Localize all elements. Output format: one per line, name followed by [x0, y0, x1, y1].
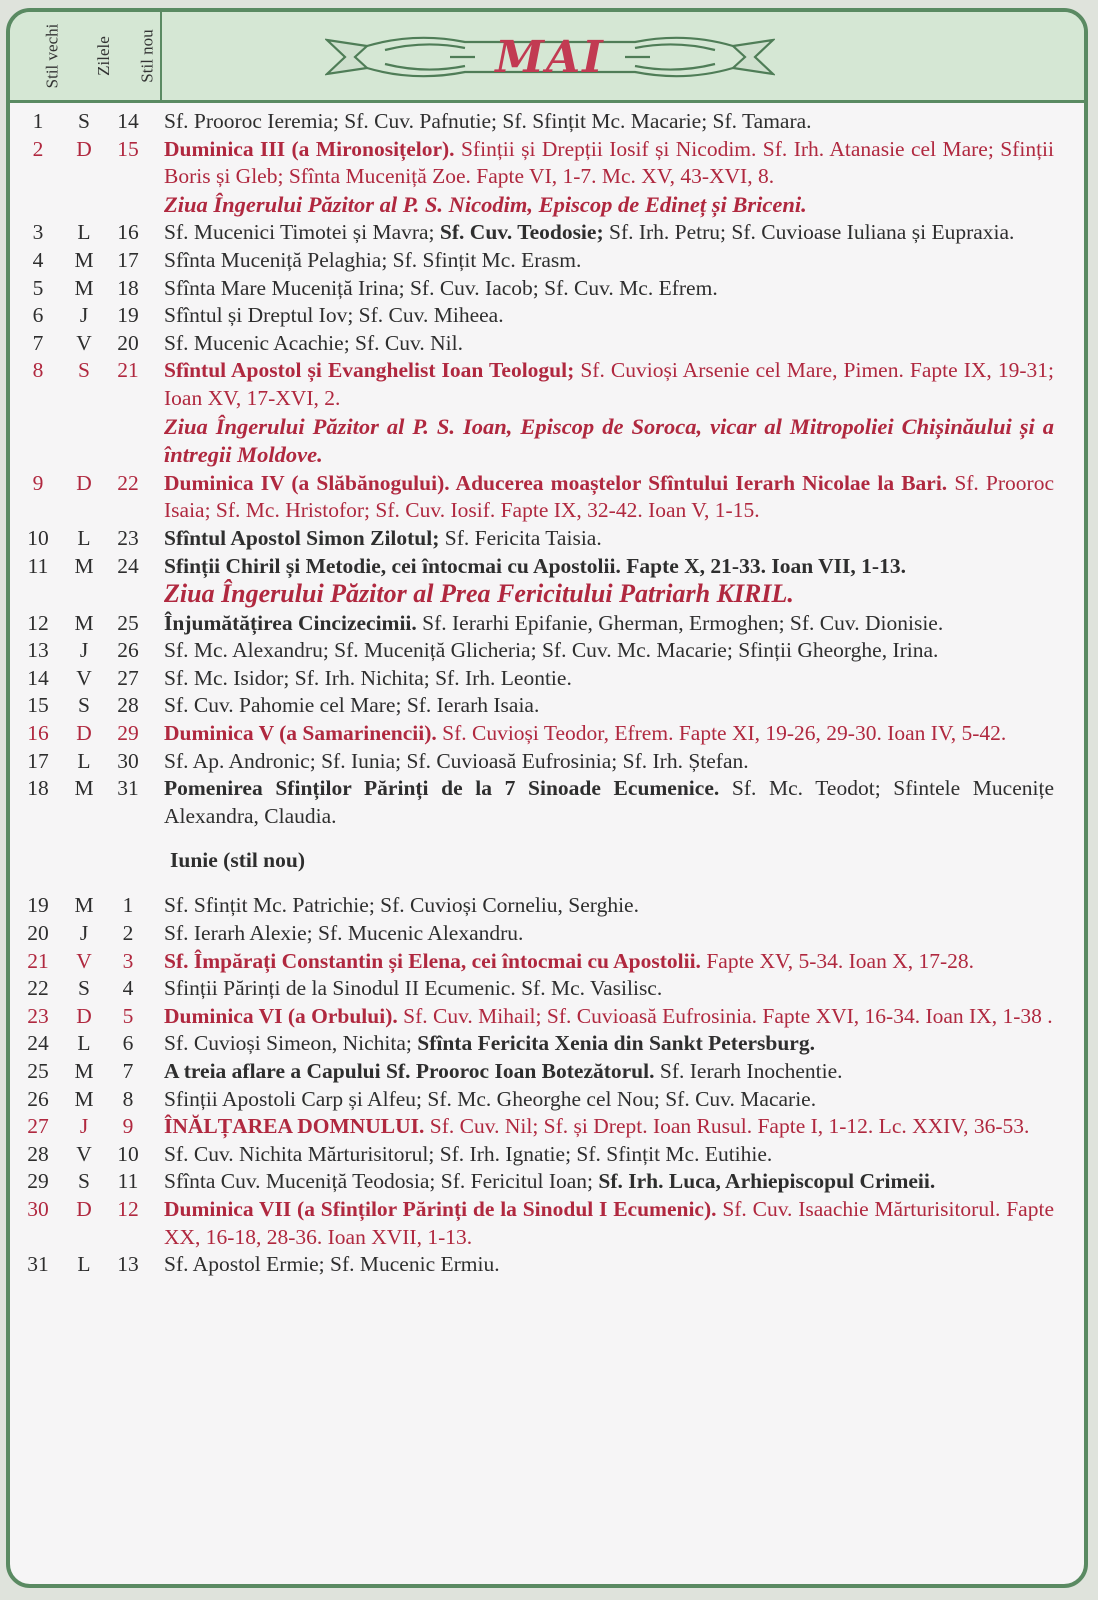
- new-style-date: 2: [122, 921, 134, 946]
- description-segment: Duminica IV (a Slăbănogului). Aducerea moaștelor Sfîntului Ierarh Nicolae la Bari.: [164, 470, 948, 495]
- old-style-date: 23: [27, 1003, 49, 1028]
- weekday-letter: M: [74, 275, 94, 300]
- calendar-row: [10, 1196, 1084, 1251]
- new-style-date: 19: [117, 303, 139, 328]
- new-style-date: 6: [122, 1031, 134, 1056]
- old-style-date: 27: [27, 1114, 49, 1139]
- calendar-row: [10, 580, 1084, 610]
- description-segment: Sfîntul Apostol și Evanghelist Ioan Teologul;: [164, 358, 575, 383]
- new-style-date: 15: [117, 136, 139, 161]
- weekday-letter: J: [79, 1114, 89, 1139]
- old-style-date: 2: [32, 136, 44, 161]
- description-segment: Ziua Îngerului Păzitor al Prea Fericitului Patriarh KIRIL.: [164, 579, 794, 609]
- calendar-row: [10, 748, 1084, 776]
- row-description: [154, 720, 1084, 748]
- old-style-date: 24: [27, 1031, 49, 1056]
- row-description: [154, 692, 1084, 720]
- row-description: [154, 247, 1084, 275]
- month-banner: [325, 26, 775, 88]
- weekday-letter: J: [79, 303, 89, 328]
- weekday-letter: J: [79, 638, 89, 663]
- description-segment: Sf. Cuv. Nichita Mărturisitorul; Sf. Irh. Ignatie; Sf. Sfințit Mc. Eutihie.: [164, 1141, 773, 1166]
- row-description: [154, 1086, 1084, 1114]
- new-style-date: 21: [117, 358, 139, 383]
- weekday-letter: D: [76, 136, 92, 161]
- description-segment: Sf. Mucenici Timotei și Mavra;: [164, 220, 440, 245]
- column-header-days: [84, 12, 124, 100]
- old-style-date: 9: [32, 470, 44, 495]
- new-style-date: 20: [117, 330, 139, 355]
- weekday-letter: S: [78, 358, 90, 383]
- weekday-letter: D: [76, 1003, 92, 1028]
- calendar-row: [10, 413, 1084, 470]
- description-segment: Sfinții și Drepții Iosif și Nicodim. Sf. Irh. Atanasie cel Mare; Sfinții Boris și Gleb; Sfînta Muceniță Zoe. Fapte VI, 1-7. Mc. XV, 43-XVI, 8.: [164, 136, 1054, 189]
- description-segment: Sf. Cuv. Mihail; Sf. Cuvioasă Eufrosinia. Fapte XVI, 16-34. Ioan IX, 1-38 .: [397, 1003, 1053, 1028]
- weekday-letter: D: [76, 470, 92, 495]
- calendar-row: [10, 775, 1084, 830]
- description-segment: Sf. Împărați Constantin și Elena, cei întocmai cu Apostolii.: [164, 948, 701, 973]
- new-style-date: [102, 191, 154, 220]
- row-description: [154, 219, 1084, 247]
- description-segment: Fapte XV, 5-34. Ioan X, 17-28.: [700, 948, 975, 973]
- description-segment: Sf. Ierarh Alexie; Sf. Mucenic Alexandru.: [164, 921, 524, 946]
- row-description: [154, 892, 1084, 920]
- description-segment: A treia aflare a Capului Sf. Prooroc Ioan Botezătorul.: [164, 1059, 655, 1083]
- calendar-row: [10, 247, 1084, 275]
- calendar-row: [10, 275, 1084, 303]
- description-segment: Sf. Mc. Alexandru; Sf. Muceniță Glicheria; Sf. Cuv. Mc. Macarie; Sfinții Gheorghe, Irina.: [164, 638, 939, 663]
- calendar-row: [10, 1168, 1084, 1196]
- calendar-row: [10, 1141, 1084, 1169]
- description-segment: Sfinții Părinți de la Sinodul II Ecumenic. Sf. Mc. Vasilisc.: [164, 976, 663, 1001]
- calendar-row: [10, 1030, 1084, 1058]
- row-description: [154, 775, 1084, 830]
- description-segment: Sf. Mc. Isidor; Sf. Irh. Nichita; Sf. Irh. Leontie.: [164, 665, 572, 690]
- new-style-date: [102, 413, 154, 470]
- calendar-row: [10, 1058, 1084, 1086]
- calendar-row: [10, 302, 1084, 330]
- description-segment: Înjumătățirea Cincizecimii.: [164, 610, 417, 635]
- old-style-date: 26: [27, 1086, 49, 1111]
- row-description: [154, 108, 1084, 136]
- old-style-date: 18: [27, 776, 49, 801]
- calendar-row: [10, 191, 1084, 220]
- section-heading-june: Iunie (stil nou): [170, 848, 306, 873]
- new-style-date: [102, 580, 154, 610]
- new-style-date: 25: [117, 610, 139, 635]
- weekday-letter: M: [74, 553, 94, 578]
- new-style-date: 13: [117, 1252, 139, 1277]
- calendar-row: [10, 553, 1084, 581]
- description-segment: Sf. Ap. Andronic; Sf. Iunia; Sf. Cuvioasă Eufrosinia; Sf. Irh. Ștefan.: [164, 748, 749, 773]
- row-description: [154, 470, 1084, 525]
- description-segment: Ziua Îngerului Păzitor al P. S. Ioan, Episcop de Soroca, vicar al Mitropoliei Chișinăului și a întregii Moldove.: [164, 413, 1054, 468]
- new-style-date: 27: [117, 665, 139, 690]
- description-segment: Sf. Ierarh Inochentie.: [654, 1059, 843, 1083]
- new-style-date: 24: [117, 553, 139, 578]
- old-style-date: 3: [32, 220, 44, 245]
- old-style-date: 7: [32, 330, 44, 355]
- calendar-row: [10, 920, 1084, 948]
- row-description: [154, 413, 1084, 470]
- old-style-date: 11: [27, 553, 49, 578]
- description-segment: Sf. Cuv. Teodosie;: [439, 220, 604, 245]
- old-style-date: 13: [27, 638, 49, 663]
- row-description: [154, 357, 1084, 412]
- new-style-date: 29: [117, 721, 139, 746]
- row-description: [154, 330, 1084, 358]
- new-style-date: 10: [117, 1141, 139, 1166]
- calendar-header: [10, 12, 1084, 103]
- old-style-date: 17: [27, 748, 49, 773]
- calendar-row: [10, 525, 1084, 553]
- row-description: [154, 920, 1084, 948]
- old-style-date: 5: [32, 275, 44, 300]
- weekday-letter: L: [77, 1031, 91, 1056]
- row-description: [154, 1058, 1084, 1086]
- column-header-old-style-label: Stil vechi: [42, 23, 62, 89]
- weekday-letter: M: [74, 1086, 94, 1111]
- description-segment: Pomenirea Sfinților Părinți de la 7 Sinoade Ecumenice.: [164, 776, 720, 801]
- old-style-date: 31: [27, 1252, 49, 1277]
- calendar-row: [10, 1086, 1084, 1114]
- description-segment: Sfîntul și Dreptul Iov; Sf. Cuv. Miheea.: [164, 303, 504, 328]
- weekday-letter: M: [74, 1059, 94, 1083]
- new-style-date: 28: [117, 693, 139, 718]
- old-style-date: 19: [27, 893, 49, 918]
- row-description: [154, 1251, 1084, 1279]
- description-segment: Sf. Mucenic Acachie; Sf. Cuv. Nil.: [164, 330, 463, 355]
- new-style-date: 26: [117, 638, 139, 663]
- new-style-date: 4: [122, 976, 134, 1001]
- old-style-date: 1: [32, 109, 44, 133]
- description-segment: Duminica VI (a Orbului).: [164, 1003, 398, 1028]
- new-style-date: 7: [122, 1059, 134, 1083]
- month-title: MAI: [495, 32, 605, 83]
- description-segment: Sf. Mc. Teodot; Sfintele Mucenițe Alexandra, Claudia.: [164, 776, 1054, 828]
- old-style-date: 4: [32, 247, 44, 272]
- old-style-date: 30: [27, 1196, 49, 1221]
- old-style-date: [10, 580, 66, 610]
- new-style-date: 30: [117, 748, 139, 773]
- new-style-date: 1: [122, 893, 134, 918]
- old-style-date: 25: [27, 1059, 49, 1083]
- calendar-row: [10, 108, 1084, 136]
- column-header-old-style: [32, 12, 72, 100]
- weekday-letter: [66, 191, 102, 220]
- weekday-letter: S: [78, 109, 90, 133]
- old-style-date: 14: [27, 665, 49, 690]
- description-segment: Sf. Ierarhi Epifanie, Gherman, Ermoghen; Sf. Cuv. Dionisie.: [416, 610, 944, 635]
- new-style-date: 18: [117, 275, 139, 300]
- calendar-row: [10, 892, 1084, 920]
- calendar-row: [10, 665, 1084, 693]
- row-description: [154, 975, 1084, 1003]
- row-description: [154, 1030, 1084, 1058]
- new-style-date: 23: [117, 525, 139, 550]
- description-segment: Duminica V (a Samarinencii).: [164, 721, 437, 746]
- new-style-date: 9: [122, 1114, 134, 1139]
- new-style-date: 11: [117, 1169, 139, 1194]
- row-description: [154, 1003, 1084, 1031]
- weekday-letter: D: [76, 721, 92, 746]
- description-segment: Sfînta Cuv. Muceniță Teodosia; Sf. Fericitul Ioan;: [164, 1169, 599, 1194]
- weekday-letter: S: [78, 1169, 90, 1194]
- new-style-date: 14: [117, 109, 139, 133]
- weekday-letter: [66, 580, 102, 610]
- new-style-date: 5: [122, 1003, 134, 1028]
- description-segment: Sf. Apostol Ermie; Sf. Mucenic Ermiu.: [164, 1252, 500, 1277]
- calendar-row: [10, 136, 1084, 191]
- weekday-letter: [66, 413, 102, 470]
- description-segment: Duminica III (a Mironosițelor).: [164, 136, 455, 161]
- calendar-row: [10, 1251, 1084, 1279]
- row-description: [154, 665, 1084, 693]
- old-style-date: 15: [27, 693, 49, 718]
- weekday-letter: L: [77, 748, 91, 773]
- row-description: [154, 191, 1084, 220]
- description-segment: Sfînta Muceniță Pelaghia; Sf. Sfințit Mc. Erasm.: [164, 247, 582, 272]
- header-divider: [160, 12, 162, 100]
- description-segment: Sf. Cuv. Isaachie Mărturisitorul. Fapte XX, 16-18, 28-36. Ioan XVII, 1-13.: [164, 1196, 1054, 1249]
- weekday-letter: L: [77, 525, 91, 550]
- row-description: [154, 1113, 1084, 1141]
- weekday-letter: S: [78, 693, 90, 718]
- weekday-letter: J: [79, 921, 89, 946]
- description-segment: Sf. Prooroc Isaia; Sf. Mc. Hristofor; Sf. Cuv. Iosif. Fapte IX, 32-42. Ioan V, 1-15.: [164, 470, 1054, 523]
- weekday-letter: M: [74, 893, 94, 918]
- calendar-row: [10, 975, 1084, 1003]
- calendar-row: [10, 357, 1084, 412]
- row-description: [154, 610, 1084, 638]
- new-style-date: 3: [122, 948, 134, 973]
- description-segment: Sfînta Fericita Xenia din Sankt Petersburg.: [417, 1031, 815, 1056]
- old-style-date: 6: [32, 303, 44, 328]
- calendar-rows: [10, 108, 1084, 1279]
- description-segment: Sf. Cuvioși Arsenie cel Mare, Pimen. Fapte IX, 19-31; Ioan XV, 17-XVI, 2.: [164, 358, 1054, 410]
- calendar-row: [10, 330, 1084, 358]
- row-description: [154, 553, 1084, 581]
- old-style-date: [10, 191, 66, 220]
- old-style-date: 21: [27, 948, 49, 973]
- calendar-row: [10, 1003, 1084, 1031]
- description-segment: Sf. Cuvioși Teodor, Efrem. Fapte XI, 19-26, 29-30. Ioan IV, 5-42.: [436, 721, 1007, 746]
- old-style-date: 28: [27, 1141, 49, 1166]
- weekday-letter: V: [76, 1141, 92, 1166]
- description-segment: Sf. Sfințit Mc. Patrichie; Sf. Cuvioși Corneliu, Serghie.: [164, 893, 639, 918]
- calendar-row: [10, 610, 1084, 638]
- calendar-row: [10, 948, 1084, 976]
- description-segment: Sf. Prooroc Ieremia; Sf. Cuv. Pafnutie; Sf. Sfințit Mc. Macarie; Sf. Tamara.: [164, 109, 812, 133]
- row-description: [154, 1196, 1084, 1251]
- row-description: [154, 1141, 1084, 1169]
- old-style-date: 22: [27, 976, 49, 1001]
- row-description: [154, 637, 1084, 665]
- weekday-letter: D: [76, 1196, 92, 1221]
- description-segment: Ziua Îngerului Păzitor al P. S. Nicodim, Episcop de Edineț și Briceni.: [164, 191, 807, 217]
- description-segment: Sf. Irh. Luca, Arhiepiscopul Crimeii.: [598, 1169, 936, 1194]
- new-style-date: 12: [117, 1196, 139, 1221]
- weekday-letter: L: [77, 220, 91, 245]
- new-style-date: 31: [117, 776, 139, 801]
- calendar-row: [10, 1113, 1084, 1141]
- calendar-row: [10, 720, 1084, 748]
- weekday-letter: V: [76, 948, 92, 973]
- row-description: [154, 748, 1084, 776]
- description-segment: Sf. Cuv. Pahomie cel Mare; Sf. Ierarh Isaia.: [164, 693, 540, 718]
- calendar-row: [10, 692, 1084, 720]
- new-style-date: 17: [117, 247, 139, 272]
- old-style-date: 29: [27, 1169, 49, 1194]
- column-header-days-label: Zilele: [94, 36, 113, 76]
- old-style-date: 10: [27, 525, 49, 550]
- row-description: [154, 525, 1084, 553]
- description-segment: Sfînta Mare Muceniță Irina; Sf. Cuv. Iacob; Sf. Cuv. Mc. Efrem.: [164, 275, 718, 300]
- weekday-letter: M: [74, 776, 94, 801]
- row-description: [154, 1168, 1084, 1196]
- weekday-letter: L: [77, 1252, 91, 1277]
- description-segment: Sf. Fericita Taisia.: [439, 525, 602, 550]
- weekday-letter: M: [74, 247, 94, 272]
- old-style-date: 8: [32, 358, 44, 383]
- new-style-date: 8: [122, 1086, 134, 1111]
- column-header-new-style-label: Stil nou: [138, 29, 157, 83]
- row-description: [154, 948, 1084, 976]
- row-description: [154, 580, 1084, 610]
- calendar-row: [10, 470, 1084, 525]
- weekday-letter: M: [74, 610, 94, 635]
- description-segment: Sfinții Chiril și Metodie, cei întocmai cu Apostolii. Fapte X, 21-33. Ioan VII, 1-13.: [164, 553, 906, 578]
- old-style-date: 16: [27, 721, 49, 746]
- calendar-page: [6, 8, 1088, 1588]
- description-segment: Sfîntul Apostol Simon Zilotul;: [164, 525, 440, 550]
- old-style-date: 20: [27, 921, 49, 946]
- weekday-letter: S: [78, 976, 90, 1001]
- weekday-letter: V: [76, 665, 92, 690]
- old-style-date: 12: [27, 610, 49, 635]
- column-header-new-style: [128, 12, 168, 100]
- new-style-date: 16: [117, 220, 139, 245]
- row-description: [154, 275, 1084, 303]
- row-description: [154, 302, 1084, 330]
- description-segment: Sf. Cuvioși Simeon, Nichita;: [164, 1031, 418, 1056]
- row-description: [154, 136, 1084, 191]
- description-segment: Sf. Irh. Petru; Sf. Cuvioase Iuliana și Eupraxia.: [603, 220, 1015, 245]
- description-segment: Sfinții Apostoli Carp și Alfeu; Sf. Mc. Gheorghe cel Nou; Sf. Cuv. Macarie.: [164, 1086, 817, 1111]
- weekday-letter: V: [76, 330, 92, 355]
- new-style-date: 22: [117, 470, 139, 495]
- description-segment: ÎNĂLȚAREA DOMNULUI.: [164, 1114, 425, 1139]
- old-style-date: [10, 413, 66, 470]
- calendar-row: [10, 219, 1084, 247]
- description-segment: Sf. Cuv. Nil; Sf. și Drept. Ioan Rusul. Fapte I, 1-12. Lc. XXIV, 36-53.: [424, 1114, 1030, 1139]
- calendar-row: [10, 637, 1084, 665]
- description-segment: Duminica VII (a Sfinților Părinți de la Sinodul I Ecumenic).: [164, 1196, 717, 1221]
